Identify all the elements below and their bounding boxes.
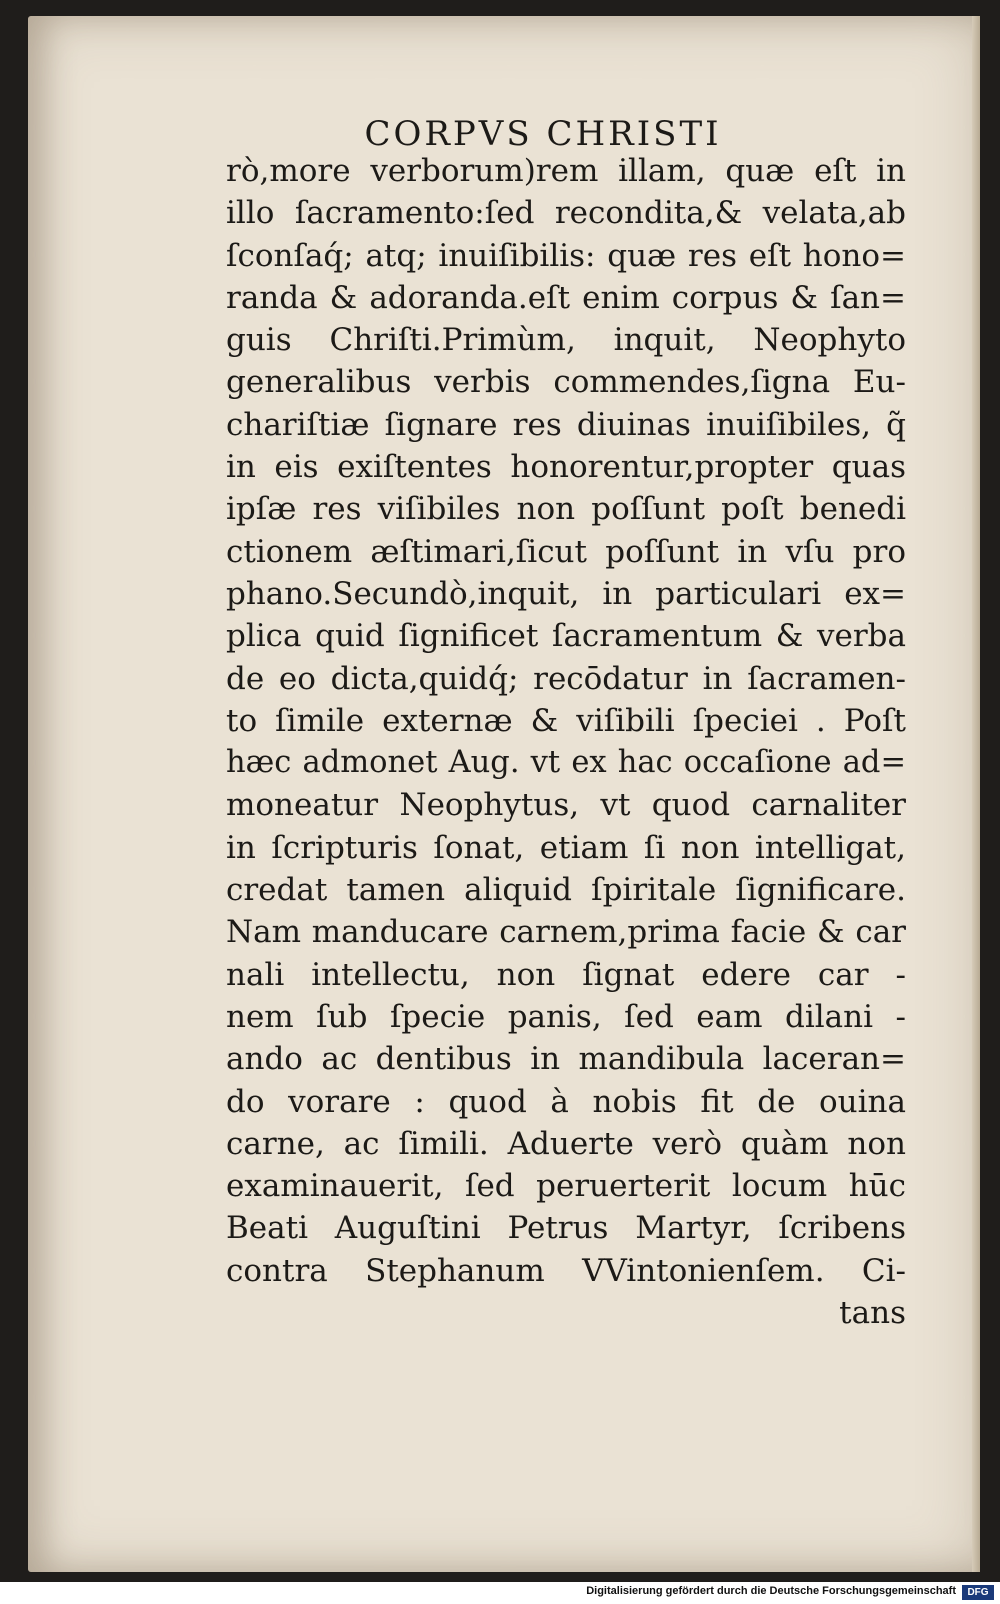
text-line: illo ſacramento:ſed recondita,& velata,ab (226, 195, 906, 232)
text-line: nali intellectu, non ſignat edere car - (226, 956, 906, 993)
text-line: contra Stephanum VVintonienſem. Ci- (226, 1252, 906, 1289)
running-head: CORPVS CHRISTI (364, 114, 722, 154)
text-line: plica quid ſignificet ſacramentum & verba (226, 618, 906, 655)
footer (0, 1582, 1000, 1604)
text-line: Nam manducare carnem,prima facie & car (226, 914, 906, 951)
text-line: de eo dicta,quidq́; recōdatur in ſacramen- (226, 660, 906, 697)
funding-credit: Digitalisierung gefördert durch die Deutsche Forschungsgemeinschaft (586, 1585, 956, 1597)
text-line: guis Chriſti.Primùm, inquit, Neophyto (226, 322, 906, 359)
text-line: carne, ac ſimili. Aduerte verò quàm non (226, 1125, 906, 1162)
text-line: do vorare : quod à nobis fit de ouina (226, 1083, 906, 1120)
text-line: randa & adoranda.eſt enim corpus & ſan= (226, 279, 906, 316)
text-line: to ſimile externæ & viſibili ſpeciei . Poſt (226, 702, 906, 739)
text-line: rò,more verborum)rem illam, quæ eſt in (226, 153, 906, 189)
text-line: chariſtiæ ſignare res diuinas inuiſibiles, q̃ (226, 406, 906, 443)
text-line: moneatur Neophytus, vt quod carnaliter (226, 787, 906, 824)
catchword: tans (839, 1295, 906, 1332)
text-line: Beati Auguſtini Petrus Martyr, ſcribens (226, 1210, 906, 1247)
text-line: in ſcripturis ſonat, etiam ſi non intelligat, (226, 829, 906, 866)
body-text (226, 150, 906, 1334)
text-line: credat tamen aliquid ſpiritale ſignificare. (226, 872, 906, 909)
text-line: in eis exiſtentes honorentur,propter quas (226, 449, 906, 486)
dfg-logo: DFG (962, 1585, 994, 1600)
text-line: nem ſub ſpecie panis, ſed eam dilani - (226, 998, 906, 1035)
page-edge (972, 16, 980, 1572)
text-line: ipſæ res viſibiles non poſſunt poſt benedi (226, 491, 906, 528)
text-line: ctionem æſtimari,ſicut poſſunt in vſu pro (226, 533, 906, 570)
text-line: generalibus verbis commendes,ſigna Eu- (226, 364, 906, 401)
text-line: ando ac dentibus in mandibula laceran= (226, 1041, 906, 1078)
text-line: ſconſaq́; atq; inuiſibilis: quæ res eſt hono= (226, 237, 906, 274)
text-line: examinauerit, ſed peruerterit locum hūc (226, 1168, 906, 1205)
text-line: phano.Secundò,inquit, in particulari ex= (226, 575, 906, 612)
text-line: hæc admonet Aug. vt ex hac occaſione ad= (226, 745, 906, 781)
